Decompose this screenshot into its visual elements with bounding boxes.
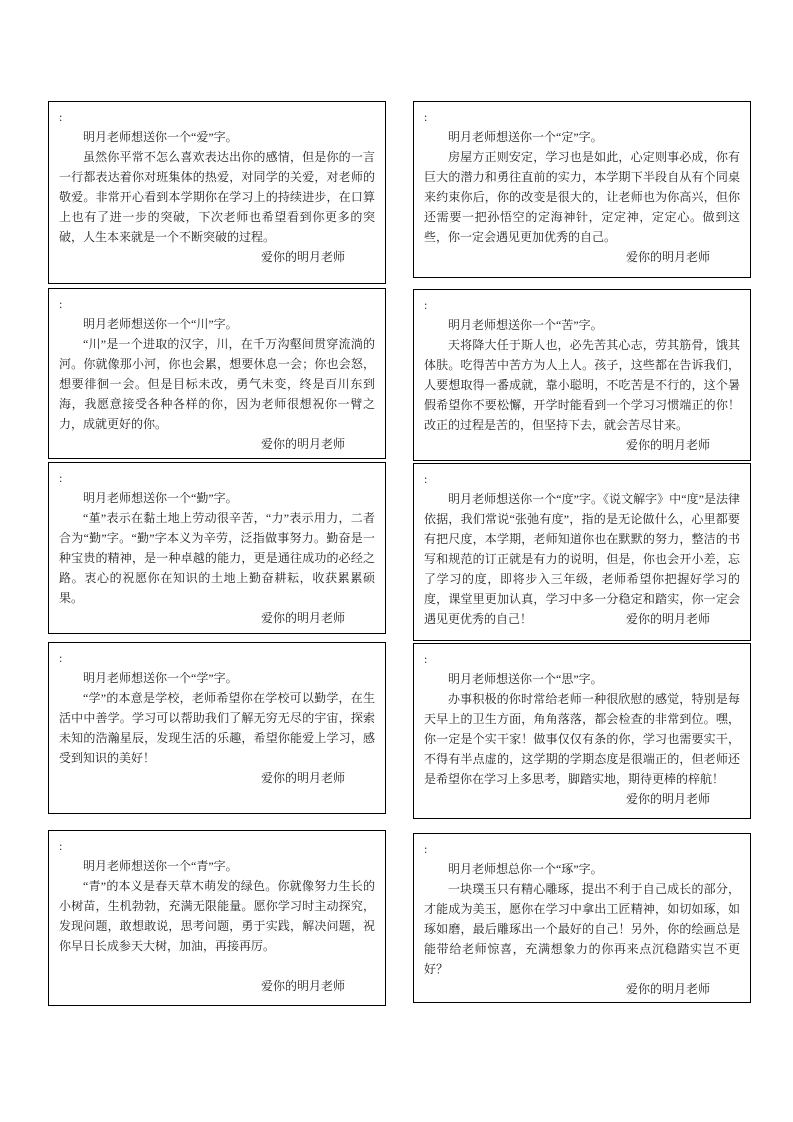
card-colon: : xyxy=(424,298,428,312)
card-body: 虽然你平常不怎么喜欢表达出你的感情，但是你的一言一行都表达着你对班集体的热爱，对同学的关爱，对老师的敬爱。非常开心看到本学期你在学习上的持续进步，在口算上也有了进一步的突破，下次老师也希望看到你更多的突破，人生本来就是一个不断突破的过程。 xyxy=(59,150,375,244)
card-colon: : xyxy=(424,110,428,124)
card-signature: 爱你的明月老师 xyxy=(260,771,345,785)
card-colon: : xyxy=(424,472,428,486)
message-card-qing xyxy=(48,830,386,1006)
card-body: 明月老师想送你一个“度”字。《说文解字》中“度”是法律依据，我们常说“张弛有度”，指的是无论做什么，心里都要有把尺度，本学期，老师知道你也在默默的努力，整洁的书写和规范的订正就是有力的说明，但是，你也会开小差，忘了学习的度，即将步入三年级，老师希望你把握好学习的度，课堂里更加认真，学习中多一分稳定和踏实，你一定会遇见更优秀的自己！ xyxy=(424,492,740,626)
card-body: 办事积极的你时常给老师一种很欣慰的感觉，特别是每天早上的卫生方面，角角落落，都会检查的非常到位。嘿，你一定是个实干家！做事仅仅有条的你，学习也需要实干，不得有半点虚的，这学期的学期态度是很端正的，但老师还是希望你在学习上多思考，脚踏实地，期待更棒的梓航！ xyxy=(424,692,740,786)
card-signature: 爱你的明月老师 xyxy=(625,792,710,806)
card-title: 明月老师想送你一个“爱”字。 xyxy=(83,130,238,144)
card-colon: : xyxy=(424,842,428,856)
card-signature: 爱你的明月老师 xyxy=(260,611,345,625)
message-card-si xyxy=(413,643,751,819)
card-signature: 爱你的明月老师 xyxy=(260,979,345,993)
card-title: 明月老师想送你一个“思”字。 xyxy=(448,672,603,686)
message-card-qin xyxy=(48,462,386,634)
message-card-du xyxy=(413,463,751,641)
card-signature: 爱你的明月老师 xyxy=(260,437,345,451)
card-colon: : xyxy=(59,110,63,124)
card-signature: 爱你的明月老师 xyxy=(260,250,345,264)
card-body: 一块璞玉只有精心雕琢，提出不利于自己成长的部分，才能成为美玉，愿你在学习中拿出工匠精神，如切如琢，如琢如磨，最后雕琢出一个最好的自己！另外，你的绘画总是能带给老师惊喜，充满想象力的你再来点沉稳踏实岂不更好？ xyxy=(424,882,740,976)
message-card-zhuo xyxy=(413,833,751,1003)
card-colon: : xyxy=(59,471,63,485)
card-title: 明月老师想总你一个“琢”字。 xyxy=(448,862,603,876)
card-title: 明月老师想送你一个“定”字。 xyxy=(448,130,603,144)
card-colon: : xyxy=(424,652,428,666)
card-body: 房屋方正则安定，学习也是如此，心定则事必成，你有巨大的潜力和勇往直前的实力，本学期下半段自从有个同桌来约束你后，你的改变是很大的，让老师也为你高兴，但你还需要一把孙悟空的定海神针，定定神，定定心。做到这些，你一定会遇见更加优秀的自己。 xyxy=(424,150,740,244)
card-title: 明月老师想送你一个“青”字。 xyxy=(83,859,238,873)
card-title: 明月老师想送你一个“学”字。 xyxy=(83,671,238,685)
message-card-chuan xyxy=(48,288,386,459)
card-signature: 爱你的明月老师 xyxy=(625,982,710,996)
message-card-ku xyxy=(413,289,751,461)
card-colon: : xyxy=(59,651,63,665)
card-body: “学”的本意是学校，老师希望你在学校可以勤学，在生活中中善学。学习可以帮助我们了解无穷无尽的宇宙，探索未知的浩瀚星辰，发现生活的乐趣，希望你能爱上学习，感受到知识的美好！ xyxy=(59,691,375,765)
card-signature: 爱你的明月老师 xyxy=(625,250,710,264)
card-body: “堇”表示在黏土地上劳动很辛苦，“力”表示用力，二者合为“勤”字。“勤”字本义为辛劳，泛指做事努力。勤奋是一种宝贵的精神，是一种卓越的能力，更是通往成功的必经之路。衷心的祝愿你在知识的土地上勤奋耕耘，收获累累硕果。 xyxy=(59,511,375,605)
card-title: 明月老师想送你一个“勤”字。 xyxy=(83,491,238,505)
card-body: “川”是一个进取的汉字，川，在千万沟壑间贯穿流淌的河。你就像那小河，你也会累，想要休息一会；你也会怒，想要徘徊一会。但是目标未改，勇气未变，终是百川东到海，我愿意接受各种各样的你，因为老师很想祝你一臂之力，成就更好的你。 xyxy=(59,337,375,431)
card-signature: 爱你的明月老师 xyxy=(625,438,710,452)
message-card-ding xyxy=(413,101,751,278)
card-colon: : xyxy=(59,297,63,311)
card-title: 明月老师想送你一个“川”字。 xyxy=(83,317,238,331)
message-card-xue xyxy=(48,642,386,814)
card-body: “青”的本义是春天草木萌发的绿色。你就像努力生长的小树苗，生机勃勃，充满无限能量。愿你学习时主动探究，发现问题，敢想敢说，思考问题，勇于实践，解决问题，祝你早日长成参天大树，加油，再接再厉。 xyxy=(59,879,375,953)
card-colon: : xyxy=(59,839,63,853)
card-signature: 爱你的明月老师 xyxy=(625,612,710,626)
card-body: 天将降大任于斯人也，必先苦其心志，劳其筋骨，饿其体肤。吃得苦中苦方为人上人。孩子，这些都在告诉我们，人要想取得一番成就，靠小聪明，不吃苦是不行的，这个暑假希望你不要松懈，开学时能看到一个学习习惯端正的你！改正的过程是苦的，但坚持下去，就会苦尽甘来。 xyxy=(424,338,740,432)
card-title: 明月老师想送你一个“苦”字。 xyxy=(448,318,603,332)
message-card-ai xyxy=(48,101,386,284)
